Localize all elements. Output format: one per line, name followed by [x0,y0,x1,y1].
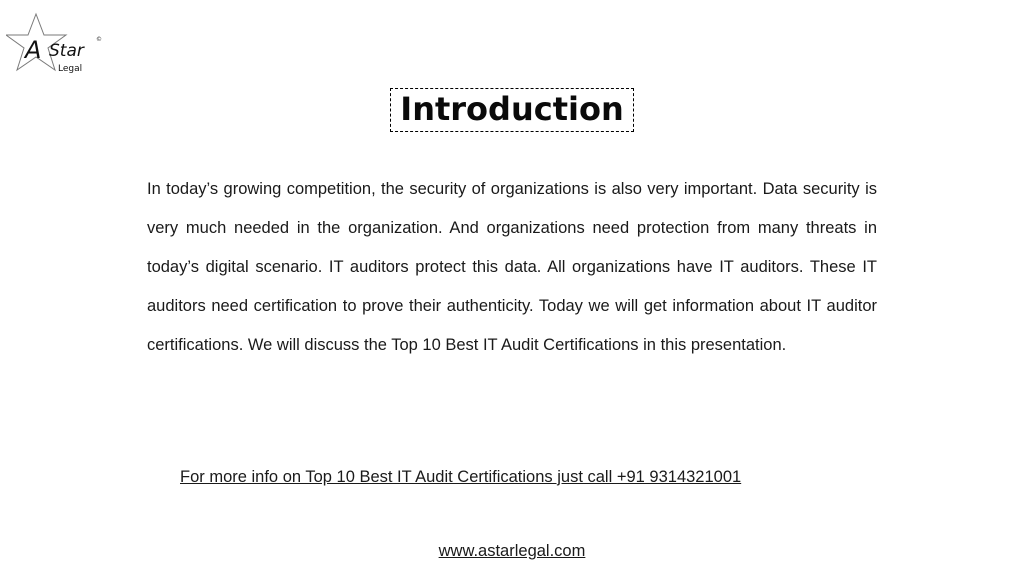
slide-title: Introduction [390,88,633,132]
logo-legal-text: Legal [58,64,83,74]
website-link[interactable]: www.astarlegal.com [438,542,586,560]
website-footer [0,539,1024,563]
copyright-mark: © [96,36,102,43]
logo [6,12,106,76]
title-wrap [0,88,1024,132]
logo-letter: A [25,36,42,64]
contact-info-link[interactable]: For more info on Top 10 Best IT Audit Certifications just call +91 9314321001 [180,468,742,486]
logo-star-text: Star [49,41,84,61]
star-logo-icon [6,12,106,76]
intro-paragraph: In today’s growing competition, the security of organizations is also very important. Data security is very much needed in the organization. And organizations need protection from many threats in today’s digital scenario. IT auditors protect this data. All organizations have IT auditors. These IT auditors need certification to prove their authenticity. Today we will get information about IT auditor certifications. We will discuss the Top 10 Best IT Audit Certifications in this presentation. [147,180,877,354]
